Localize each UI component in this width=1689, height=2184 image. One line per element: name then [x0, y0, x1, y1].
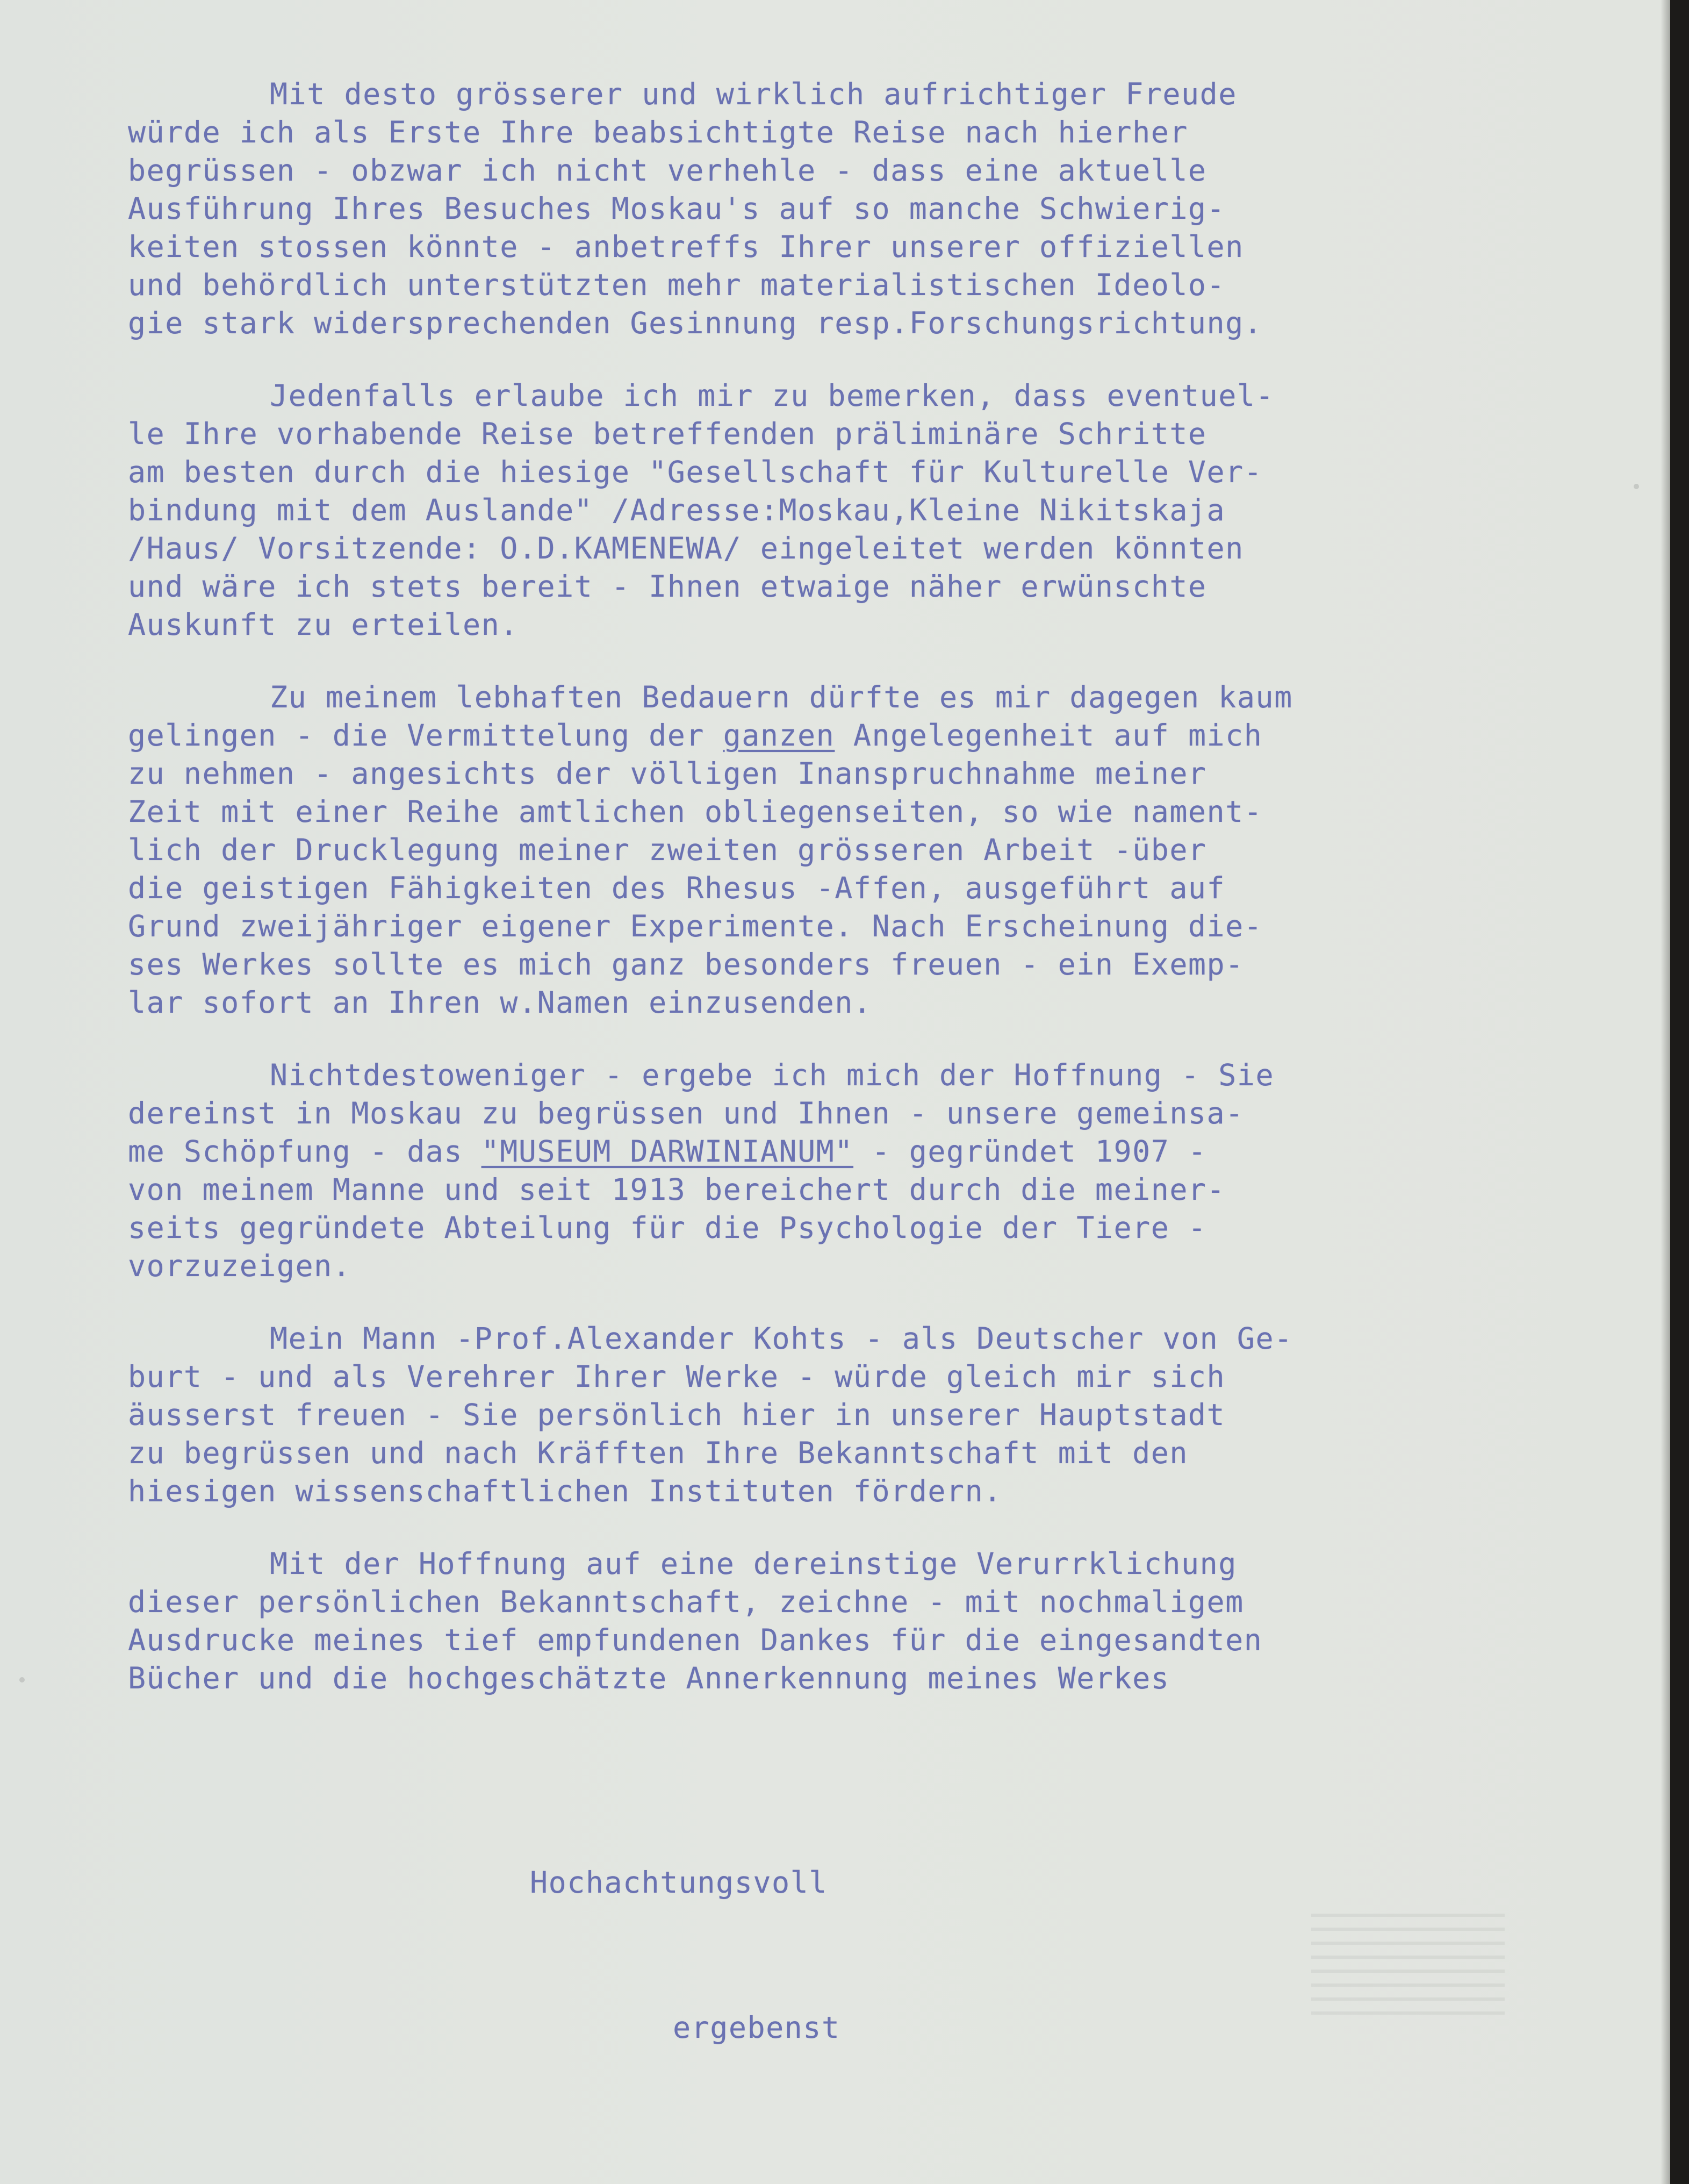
text-line: Mit desto grösserer und wirklich aufrichtiger Freude — [270, 77, 1237, 111]
text-line: dereinst in Moskau zu begrüssen und Ihnen - unsere gemeinsa- — [128, 1096, 1244, 1130]
paper-speck — [1634, 484, 1639, 489]
underlined-phrase: ganzen — [723, 718, 835, 753]
underlined-phrase: "MUSEUM DARWINIANUM" — [481, 1134, 853, 1169]
text-line: begrüssen - obzwar ich nicht verhehle - dass eine aktuelle — [128, 153, 1207, 188]
text-line: keiten stossen könnte - anbetreffs Ihrer unserer offiziellen — [128, 230, 1244, 264]
closing-signoff: ergebenst — [673, 2010, 840, 2045]
text-line: von meinem Manne und seit 1913 bereichert durch die meiner- — [128, 1172, 1226, 1207]
paragraph-3 — [128, 678, 1611, 1022]
paragraph-4 — [128, 1056, 1611, 1285]
text-line: Nichtdestoweniger - ergebe ich mich der Hoffnung - Sie — [270, 1058, 1275, 1092]
text-line: gelingen - die Vermittelung der ganzen Angelegenheit auf mich — [128, 718, 1263, 753]
text-line: vorzuzeigen. — [128, 1249, 351, 1283]
paragraph-2 — [128, 377, 1611, 644]
text-line: gie stark widersprechenden Gesinnung resp.Forschungsrichtung. — [128, 306, 1263, 340]
text-line: lich der Drucklegung meiner zweiten grösseren Arbeit -über — [128, 833, 1207, 867]
text-line: Mit der Hoffnung auf eine dereinstige Verurrklichung — [270, 1546, 1237, 1581]
text-line: äusserst freuen - Sie persönlich hier in unserer Hauptstadt — [128, 1398, 1226, 1432]
text-line: /Haus/ Vorsitzende: O.D.KAMENEWA/ eingeleitet werden könnten — [128, 531, 1244, 565]
text-line: Grund zweijähriger eigener Experimente. Nach Erscheinung die- — [128, 909, 1263, 943]
text-line: am besten durch die hiesige "Gesellschaft für Kulturelle Ver- — [128, 455, 1263, 489]
closing-salutation: Hochachtungsvoll — [530, 1865, 828, 1900]
text-line: burt - und als Verehrer Ihrer Werke - würde gleich mir sich — [128, 1359, 1226, 1394]
paragraph-5 — [128, 1320, 1611, 1510]
paper-speck — [19, 1677, 25, 1682]
text-line: die geistigen Fähigkeiten des Rhesus -Affen, ausgeführt auf — [128, 871, 1226, 905]
text-line: würde ich als Erste Ihre beabsichtigte Reise nach hierher — [128, 115, 1188, 149]
paragraph-6 — [128, 1545, 1611, 1698]
text-line: Bücher und die hochgeschätzte Annerkennung meines Werkes — [128, 1661, 1170, 1695]
text-line: Ausführung Ihres Besuches Moskau's auf so manche Schwierig- — [128, 191, 1226, 226]
text-line: Zu meinem lebhaften Bedauern dürfte es mir dagegen kaum — [270, 680, 1293, 714]
text-line: Jedenfalls erlaube ich mir zu bemerken, dass eventuel- — [270, 378, 1275, 413]
text-line: dieser persönlichen Bekanntschaft, zeichne - mit nochmaligem — [128, 1585, 1244, 1619]
text-line: zu nehmen - angesichts der völligen Inanspruchnahme meiner — [128, 756, 1207, 791]
text-line: zu begrüssen und nach Kräfften Ihre Bekanntschaft mit den — [128, 1436, 1188, 1470]
text-line: lar sofort an Ihren w.Namen einzusenden. — [128, 985, 872, 1020]
text-line: bindung mit dem Auslande" /Adresse:Moskau,Kleine Nikitskaja — [128, 493, 1226, 527]
paragraph-1 — [128, 75, 1611, 342]
faint-show-through-text — [1311, 1914, 1505, 2016]
text-line: und wäre ich stets bereit - Ihnen etwaige näher erwünschte — [128, 569, 1207, 604]
text-line: Mein Mann -Prof.Alexander Kohts - als Deutscher von Ge- — [270, 1321, 1293, 1356]
page-edge-shadow — [1661, 0, 1670, 2184]
text-line: Auskunft zu erteilen. — [128, 607, 519, 642]
text-line: hiesigen wissenschaftlichen Instituten fördern. — [128, 1474, 1002, 1508]
letter-body — [128, 75, 1611, 1732]
text-line: seits gegründete Abteilung für die Psychologie der Tiere - — [128, 1211, 1207, 1245]
text-line: ses Werkes sollte es mich ganz besonders freuen - ein Exemp- — [128, 947, 1244, 982]
text-line: le Ihre vorhabende Reise betreffenden präliminäre Schritte — [128, 417, 1207, 451]
text-line: Zeit mit einer Reihe amtlichen obliegenseiten, so wie nament- — [128, 794, 1263, 829]
text-line: Ausdrucke meines tief empfundenen Dankes für die eingesandten — [128, 1623, 1263, 1657]
text-line: und behördlich unterstützten mehr materialistischen Ideolo- — [128, 268, 1226, 302]
text-line: me Schöpfung - das "MUSEUM DARWINIANUM" - gegründet 1907 - — [128, 1134, 1207, 1169]
